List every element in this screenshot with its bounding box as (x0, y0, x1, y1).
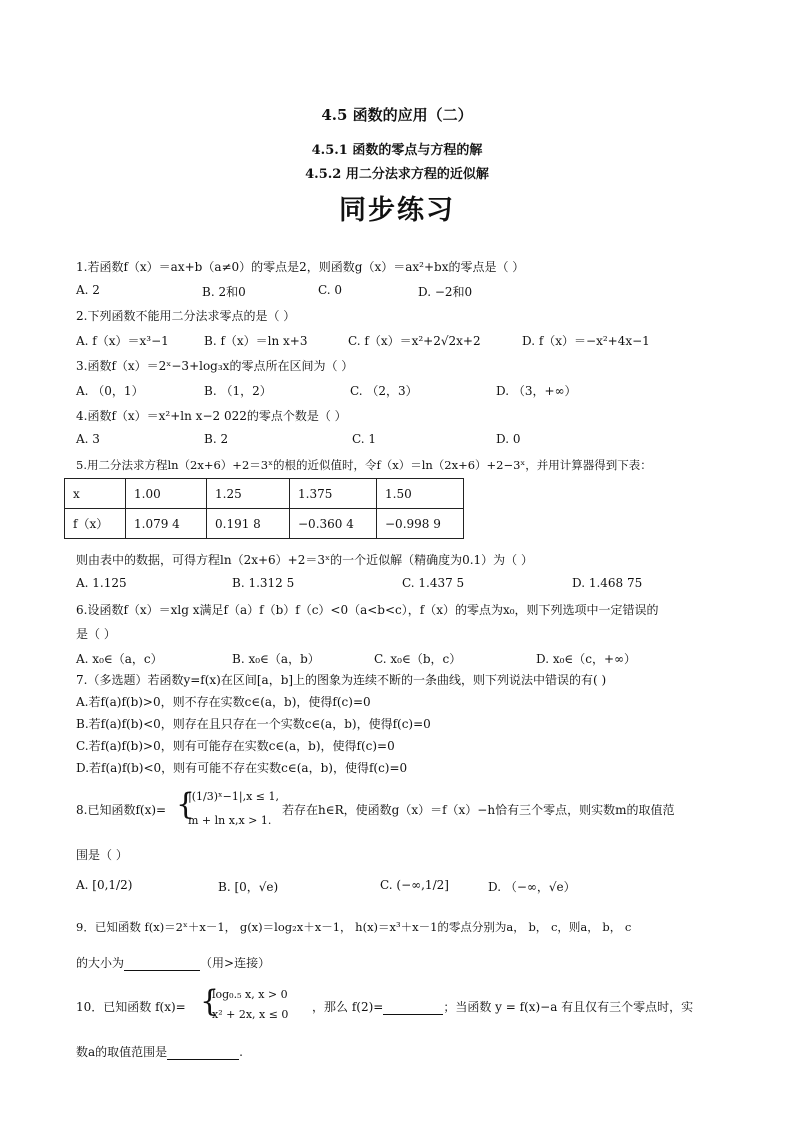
question-1-option-a: A. 2 (76, 283, 100, 297)
table-cell: 0.191 8 (207, 509, 290, 539)
table-cell: f（x） (65, 509, 126, 539)
question-4-option-b: B. 2 (204, 432, 229, 446)
question-4-stem: 4.函数f（x）＝x²+ln x−2 022的零点个数是（ ） (76, 409, 347, 423)
question-10-tail: ；当函数 y = f(x)−a 有且仅有三个零点时，实 (443, 1000, 694, 1014)
table-cell: 1.25 (207, 479, 290, 509)
question-2-option-b: B. f（x）＝ln x+3 (204, 334, 308, 348)
question-5-option-b: B. 1.312 5 (232, 576, 295, 590)
question-9-label: 的大小为 (76, 956, 125, 970)
question-4-option-a: A. 3 (76, 432, 100, 446)
question-6-stem: 6.设函数f（x）＝xlg x满足f（a）f（b）f（c）<0（a<b<c），f（x）的零点为x₀，则下列选项中一定错误的 (76, 603, 659, 617)
question-2-option-c: C. f（x）＝x²+2√2x+2 (348, 334, 481, 348)
question-8-stem: 若存在h∈R，使函数g（x）＝f（x）−h恰有三个零点，则实数m的取值范 (282, 803, 675, 817)
question-8-option-d: D. （−∞，√e） (488, 880, 576, 894)
piecewise-case-2: m + ln x,x > 1. (188, 814, 272, 827)
table-row (65, 509, 464, 539)
piecewise-case-1: log₀.₅ x, x > 0 (212, 988, 288, 1001)
question-8-option-a: A. [0,1/2) (76, 878, 133, 892)
question-10-stem-cont (76, 1043, 243, 1060)
table-cell: 1.375 (290, 479, 377, 509)
question-5-option-a: A. 1.125 (76, 576, 127, 590)
question-10-end: . (239, 1045, 243, 1059)
question-6-option-a: A. x₀∈（a，c） (76, 652, 163, 666)
question-3-option-b: B. （1，2） (204, 384, 272, 398)
question-8-prefix: 8.已知函数f(x)= (76, 803, 167, 817)
question-3-option-c: C. （2，3） (350, 384, 418, 398)
table-cell: 1.50 (377, 479, 464, 509)
question-4-option-c: C. 1 (352, 432, 377, 446)
question-8-option-c: C. (−∞,1/2] (380, 878, 449, 892)
question-9-stem: 9．已知函数 f(x)＝2ˣ＋x－1， g(x)＝log₂x＋x－1， h(x)＝x³＋x－1的零点分别为a， b， c，则a， b， c (76, 920, 632, 934)
question-7-option-d: D.若f(a)f(b)<0，则有可能不存在实数c∈(a，b)，使得f(c)=0 (76, 761, 408, 775)
answer-blank[interactable] (383, 1001, 443, 1015)
question-6-option-b: B. x₀∈（a，b） (232, 652, 320, 666)
question-2-option-d: D. f（x）＝−x²+4x−1 (522, 334, 650, 348)
question-7-option-c: C.若f(a)f(b)>0，则有可能存在实数c∈(a，b)，使得f(c)=0 (76, 739, 395, 753)
question-6-stem-cont: 是（ ） (76, 627, 116, 641)
question-1-option-d: D. −2和0 (418, 285, 473, 299)
question-1-option-b: B. 2和0 (202, 285, 246, 299)
question-6-option-c: C. x₀∈（b，c） (374, 652, 462, 666)
piecewise-case-1: |(1/3)ˣ−1|,x ≤ 1, (188, 790, 279, 803)
table-cell: −0.360 4 (290, 509, 377, 539)
question-1-stem: 1.若函数f（x）＝ax+b（a≠0）的零点是2，则函数g（x）＝ax²+bx的零点是（ ） (76, 260, 525, 274)
question-8-stem-cont: 围是（ ） (76, 848, 128, 862)
question-4-option-d: D. 0 (496, 432, 521, 446)
answer-blank[interactable] (167, 1046, 239, 1060)
question-10-prefix: 10．已知函数 f(x)= (76, 1000, 186, 1014)
piecewise-brace: { (176, 787, 196, 822)
piecewise-case-2: x² + 2x, x ≤ 0 (212, 1008, 289, 1021)
table-cell: −0.998 9 (377, 509, 464, 539)
main-title: 4.5 函数的应用（二） (321, 106, 473, 124)
page-heading: 同步练习 (339, 195, 455, 226)
question-5-prompt: 则由表中的数据，可得方程ln（2x+6）+2＝3ˣ的一个近似解（精确度为0.1）为（ ） (76, 553, 533, 567)
question-8-option-b: B. [0，√e) (218, 880, 279, 894)
question-10-label: 数a的取值范围是 (76, 1045, 168, 1059)
question-5-option-c: C. 1.437 5 (402, 576, 465, 590)
subtitle-2: 4.5.2 用二分法求方程的近似解 (305, 167, 489, 182)
question-7-option-a: A.若f(a)f(b)>0，则不存在实数c∈(a，b)，使得f(c)=0 (76, 695, 371, 709)
function-value-table (64, 478, 464, 539)
question-10-mid: ，那么 f(2)= (312, 1000, 384, 1014)
question-9-hint: （用>连接） (200, 956, 271, 970)
table-cell: x (65, 479, 126, 509)
question-2-option-a: A. f（x）＝x³−1 (76, 334, 169, 348)
question-5-stem: 5.用二分法求方程ln（2x+6）+2＝3ˣ的根的近似值时，令f（x）＝ln（2x+6）+2−3ˣ，并用计算器得到下表： (76, 458, 652, 472)
answer-blank[interactable] (124, 957, 200, 971)
subtitle-1: 4.5.1 函数的零点与方程的解 (311, 143, 483, 158)
question-5-option-d: D. 1.468 75 (572, 576, 643, 590)
question-1-option-c: C. 0 (318, 283, 343, 297)
question-7-stem: 7.（多选题）若函数y=f(x)在区间[a，b]上的图象为连续不断的一条曲线，则下列说法中错误的有( ) (76, 673, 607, 687)
table-cell: 1.079 4 (126, 509, 207, 539)
question-9-stem-cont (76, 954, 270, 971)
table-row (65, 479, 464, 509)
question-3-option-a: A. （0，1） (76, 384, 144, 398)
piecewise-brace: { (200, 984, 220, 1019)
question-10-stem (312, 998, 693, 1015)
question-2-stem: 2.下列函数不能用二分法求零点的是（ ） (76, 309, 296, 323)
question-7-option-b: B.若f(a)f(b)<0，则存在且只存在一个实数c∈(a，b)，使得f(c)=0 (76, 717, 431, 731)
question-6-option-d: D. x₀∈（c，+∞） (536, 652, 637, 666)
question-3-stem: 3.函数f（x）＝2ˣ−3+log₃x的零点所在区间为（ ） (76, 359, 354, 373)
table-cell: 1.00 (126, 479, 207, 509)
question-3-option-d: D. （3，+∞） (496, 384, 577, 398)
